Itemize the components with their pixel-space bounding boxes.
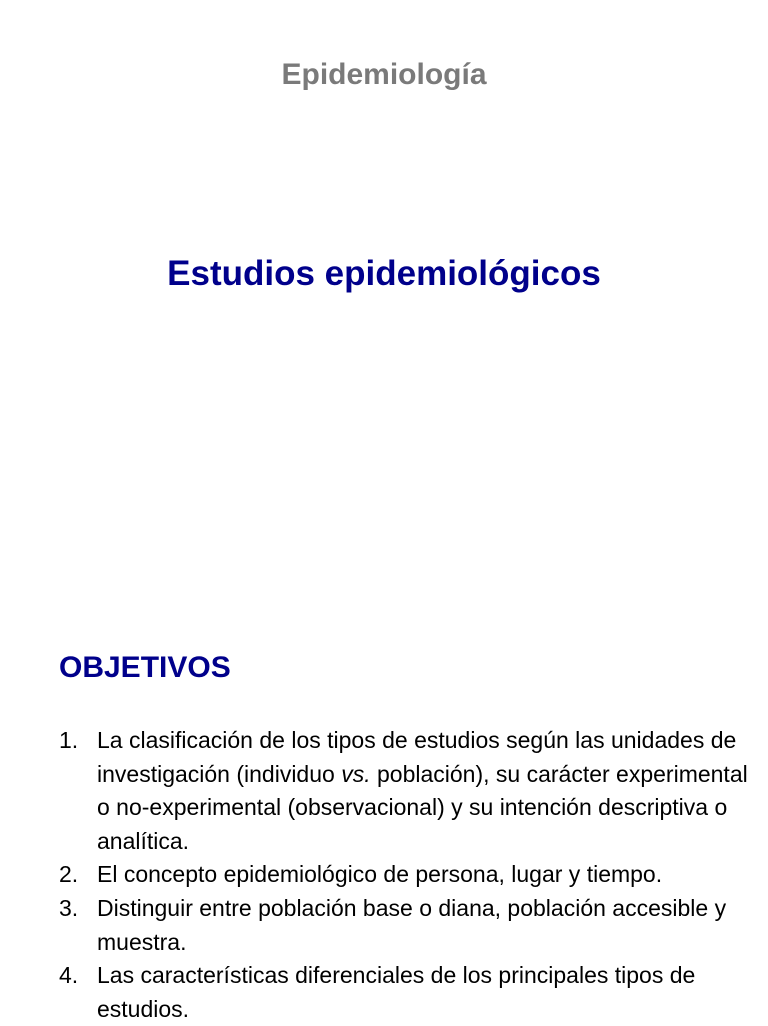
objective-number: 1. — [59, 727, 79, 753]
objective-number: 3. — [59, 894, 79, 921]
objectives-list — [59, 724, 759, 1026]
objective-item — [59, 724, 759, 858]
subject-title: Epidemiología — [281, 58, 487, 91]
objective-item — [59, 959, 759, 1026]
objective-item — [59, 892, 759, 959]
objective-number: 4. — [59, 962, 79, 989]
slide-title: Estudios epidemiológicos — [167, 254, 601, 293]
objective-text-part: población), su carácter experimental o no-experimental (observacional) y su intención descriptiva o analítica. — [97, 760, 748, 854]
objective-text: El concepto epidemiológico de persona, lugar y tiempo. — [97, 861, 663, 888]
objectives-heading: OBJETIVOS — [59, 651, 231, 684]
objective-text-italic: vs. — [341, 760, 371, 787]
objective-text: Distinguir entre población base o diana, población accesible y muestra. — [97, 894, 727, 955]
objective-text: Las características diferenciales de los principales tipos de estudios. — [97, 962, 696, 1022]
objective-number: 2. — [59, 861, 79, 888]
objective-text — [97, 724, 759, 858]
objective-item — [59, 858, 759, 892]
objective-text-part: La clasificación de los tipos de estudios según las unidades de investigación (individuo — [97, 727, 737, 787]
